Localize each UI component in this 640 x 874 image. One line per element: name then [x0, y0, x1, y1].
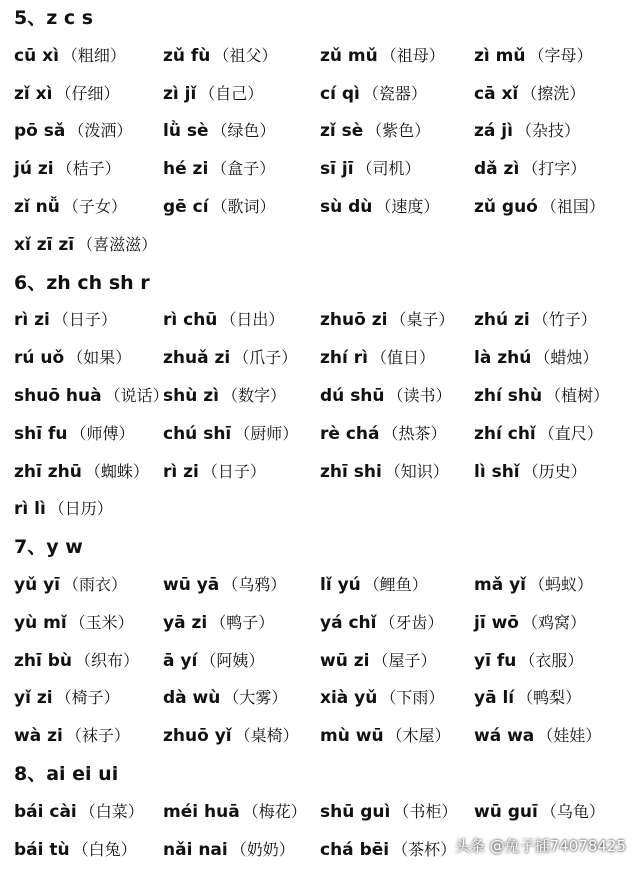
word-item: [163, 305, 284, 335]
word-item: [163, 646, 264, 676]
word-item: [474, 646, 583, 676]
pinyin-text: zǐ nǚ: [14, 197, 60, 217]
word-item: [474, 683, 581, 713]
hanzi-text: （日子）: [201, 461, 266, 481]
hanzi-text: （泼洒）: [68, 121, 133, 141]
section-heading: 6、zh ch sh r: [14, 271, 150, 294]
hanzi-text: （大雾）: [223, 688, 288, 708]
pinyin-text: mù wū: [320, 726, 384, 747]
word-item: [320, 835, 456, 865]
hanzi-text: （奶奶）: [230, 839, 295, 859]
hanzi-text: （历史）: [522, 461, 587, 481]
pinyin-text: là zhú: [474, 348, 532, 369]
hanzi-text: （鸡窝）: [521, 612, 586, 632]
hanzi-text: （日出）: [220, 310, 285, 330]
word-item: [163, 721, 299, 751]
hanzi-text: （数字）: [221, 386, 286, 405]
hanzi-text: （桌子）: [390, 310, 455, 330]
pinyin-text: pō sǎ: [14, 121, 66, 142]
pinyin-text: zì jǐ: [163, 83, 197, 104]
word-item: [320, 154, 421, 184]
word-item: [320, 646, 436, 676]
word-item: [163, 154, 275, 184]
pinyin-text: zì mǔ: [474, 45, 526, 66]
pinyin-text: xià yǔ: [320, 688, 378, 709]
hanzi-text: （字母）: [528, 45, 593, 65]
word-item: [474, 116, 580, 146]
word-item: [14, 646, 139, 676]
section-heading: 7、y w: [14, 536, 83, 559]
pinyin-text: zhí shù: [474, 386, 543, 406]
section-heading: 5、z c s: [14, 7, 94, 29]
pinyin-text: zhuō zi: [320, 310, 388, 331]
hanzi-text: （椅子）: [55, 688, 120, 708]
word-row: [0, 797, 640, 827]
hanzi-text: （打字）: [522, 159, 587, 179]
word-item: [320, 381, 452, 411]
word-item: [320, 419, 447, 449]
pinyin-text: yǔ yī: [14, 575, 61, 595]
word-item: [320, 305, 454, 335]
pinyin-text: yù mǐ: [14, 612, 67, 633]
pinyin-text: jī wō: [474, 612, 519, 633]
pinyin-text: cū xì: [14, 45, 59, 66]
word-row: [0, 343, 640, 373]
pinyin-text: lǜ sè: [163, 121, 209, 142]
word-row: [0, 683, 640, 713]
word-item: [474, 192, 605, 222]
pinyin-text: zhī shi: [320, 461, 382, 482]
word-row: [0, 457, 640, 487]
hanzi-text: （祖国）: [540, 197, 605, 216]
hanzi-text: （鲤鱼）: [363, 575, 428, 594]
pinyin-text: mǎ yǐ: [474, 575, 527, 595]
hanzi-text: （衣服）: [519, 650, 584, 670]
word-item: [474, 305, 597, 335]
word-row: [0, 305, 640, 335]
pinyin-text: yī fu: [474, 650, 517, 671]
word-item: [320, 343, 435, 373]
word-item: [320, 79, 427, 109]
word-item: [14, 116, 132, 146]
word-item: [474, 721, 601, 751]
pinyin-text: cā xǐ: [474, 83, 519, 104]
pinyin-text: wū yā: [163, 575, 220, 595]
hanzi-text: （鸭梨）: [517, 688, 582, 708]
hanzi-text: （桌椅）: [234, 726, 299, 746]
word-item: [163, 343, 297, 373]
word-item: [474, 608, 586, 638]
pinyin-text: dǎ zì: [474, 159, 520, 180]
hanzi-text: （蜘蛛）: [84, 461, 149, 481]
pinyin-text: wū zi: [320, 650, 370, 671]
hanzi-text: （歌词）: [211, 197, 276, 216]
word-item: [163, 683, 287, 713]
hanzi-text: （厨师）: [234, 423, 299, 443]
hanzi-text: （玉米）: [69, 612, 134, 632]
hanzi-text: （自己）: [199, 83, 264, 103]
word-item: [474, 797, 605, 827]
word-item: [14, 154, 121, 184]
pinyin-text: nǎi nai: [163, 839, 228, 860]
hanzi-text: （乌鸦）: [222, 575, 287, 594]
word-item: [320, 608, 444, 638]
pinyin-text: gē cí: [163, 197, 209, 217]
hanzi-text: （子女）: [62, 197, 127, 216]
word-item: [14, 419, 134, 449]
pinyin-text: yǐ zi: [14, 688, 53, 709]
pinyin-text: shī fu: [14, 423, 68, 444]
word-item: [163, 797, 307, 827]
word-item: [474, 79, 585, 109]
pinyin-text: jú zi: [14, 159, 54, 180]
pinyin-text: cí qì: [320, 83, 360, 104]
word-row: [0, 230, 640, 260]
word-row: [0, 154, 640, 184]
pinyin-text: rì zi: [14, 310, 50, 331]
hanzi-text: （植树）: [545, 386, 610, 405]
word-item: [474, 343, 598, 373]
pinyin-text: wá wa: [474, 726, 535, 747]
word-item: [474, 154, 586, 184]
pinyin-text: bái cài: [14, 801, 77, 822]
pinyin-text: yā lí: [474, 688, 515, 709]
word-item: [163, 41, 277, 71]
word-item: [14, 608, 134, 638]
word-row: [0, 494, 640, 524]
word-item: [14, 41, 126, 71]
hanzi-text: （瓷器）: [362, 83, 427, 103]
hanzi-text: （粗细）: [61, 45, 126, 65]
word-item: [14, 797, 144, 827]
section-heading: 8、ai ei ui: [14, 763, 119, 785]
word-item: [14, 835, 137, 865]
hanzi-text: （紫色）: [366, 121, 431, 141]
hanzi-text: （爪子）: [233, 348, 298, 368]
hanzi-text: （直尺）: [538, 423, 603, 443]
pinyin-text: zhī bù: [14, 650, 73, 671]
pinyin-text: rú uǒ: [14, 348, 65, 369]
hanzi-text: （速度）: [375, 197, 440, 216]
word-item: [320, 797, 457, 827]
hanzi-text: （竹子）: [532, 310, 597, 330]
pinyin-text: zhī zhū: [14, 461, 82, 482]
hanzi-text: （桔子）: [56, 159, 121, 179]
hanzi-text: （如果）: [67, 348, 132, 368]
pinyin-text: zá jì: [474, 121, 513, 142]
pinyin-text: yā zi: [163, 612, 208, 633]
word-row: [0, 721, 640, 751]
pinyin-text: zhú zi: [474, 310, 530, 331]
hanzi-text: （绿色）: [211, 121, 276, 141]
pinyin-text: dú shū: [320, 386, 385, 406]
word-item: [14, 457, 149, 487]
hanzi-text: （茶杯）: [392, 839, 457, 859]
pinyin-text: zhí chǐ: [474, 423, 536, 444]
word-row: [0, 79, 640, 109]
pinyin-text: wū guī: [474, 801, 538, 822]
word-row: [0, 41, 640, 71]
word-item: [14, 79, 119, 109]
pinyin-text: wà zi: [14, 726, 63, 747]
word-item: [163, 381, 286, 411]
word-row: [0, 116, 640, 146]
pinyin-text: zhí rì: [320, 348, 368, 369]
hanzi-text: （盒子）: [211, 159, 276, 179]
hanzi-text: （梅花）: [242, 801, 307, 821]
pinyin-text: zǔ mǔ: [320, 45, 378, 66]
pinyin-text: zǔ fù: [163, 45, 211, 66]
word-item: [14, 570, 127, 600]
word-row: [0, 570, 640, 600]
pinyin-text: chá bēi: [320, 839, 390, 860]
pinyin-text: sù dù: [320, 197, 373, 217]
hanzi-text: （司机）: [356, 159, 421, 179]
hanzi-text: （知识）: [384, 461, 449, 481]
pinyin-text: zhuǎ zi: [163, 348, 231, 369]
hanzi-text: （下雨）: [380, 688, 445, 708]
hanzi-text: （袜子）: [65, 726, 130, 746]
word-item: [320, 41, 445, 71]
word-item: [14, 230, 157, 260]
word-item: [14, 343, 131, 373]
pinyin-text: rì zi: [163, 461, 199, 482]
word-item: [474, 457, 587, 487]
hanzi-text: （白菜）: [79, 801, 144, 821]
hanzi-text: （值日）: [370, 348, 435, 368]
word-item: [320, 683, 444, 713]
word-item: [163, 608, 274, 638]
word-row: [0, 608, 640, 638]
word-item: [163, 116, 276, 146]
hanzi-text: （鸭子）: [210, 612, 275, 632]
pinyin-text: méi huā: [163, 801, 240, 822]
word-item: [474, 381, 609, 411]
hanzi-text: （蜡烛）: [534, 348, 599, 368]
hanzi-text: （祖母）: [380, 45, 445, 65]
pinyin-text: zhuō yǐ: [163, 726, 232, 747]
watermark: 头条 @免子插74078425: [454, 837, 626, 855]
word-item: [14, 192, 127, 222]
pinyin-text: rì lì: [14, 499, 46, 520]
pinyin-text: hé zi: [163, 159, 209, 180]
hanzi-text: （仔细）: [55, 83, 120, 103]
hanzi-text: （阿姨）: [200, 650, 265, 670]
hanzi-text: （乌龟）: [540, 801, 605, 821]
word-item: [320, 116, 430, 146]
word-item: [14, 381, 169, 411]
pinyin-text: bái tù: [14, 839, 70, 860]
word-row: [0, 381, 640, 411]
hanzi-text: （读书）: [387, 386, 452, 405]
word-item: [14, 494, 113, 524]
word-item: [320, 721, 451, 751]
word-row: [0, 646, 640, 676]
hanzi-text: （日子）: [52, 310, 117, 330]
pinyin-text: rì chū: [163, 310, 218, 331]
hanzi-text: （木屋）: [386, 726, 451, 746]
pinyin-text: dà wù: [163, 688, 221, 709]
pinyin-text: lì shǐ: [474, 461, 520, 482]
hanzi-text: （喜滋滋）: [77, 234, 158, 254]
word-item: [163, 835, 295, 865]
word-item: [163, 192, 276, 222]
pinyin-text: zǐ sè: [320, 121, 364, 142]
pinyin-text: lǐ yú: [320, 575, 361, 595]
hanzi-text: （屋子）: [372, 650, 437, 670]
word-item: [163, 419, 298, 449]
hanzi-text: （书柜）: [393, 801, 458, 821]
pinyin-text: xǐ zī zī: [14, 234, 75, 255]
hanzi-text: （擦洗）: [521, 83, 586, 103]
hanzi-text: （说话）: [104, 386, 169, 405]
word-item: [163, 570, 286, 600]
pinyin-text: chú shī: [163, 423, 232, 444]
word-row: [0, 419, 640, 449]
word-row: [0, 192, 640, 222]
word-item: [14, 305, 117, 335]
word-item: [163, 457, 266, 487]
hanzi-text: （杂技）: [515, 121, 580, 141]
hanzi-text: （牙齿）: [379, 612, 444, 632]
pinyin-text: rè chá: [320, 423, 380, 444]
pinyin-text: zǔ guó: [474, 197, 538, 217]
pinyin-text: yá chǐ: [320, 612, 377, 633]
hanzi-text: （日历）: [48, 499, 113, 519]
word-item: [14, 683, 120, 713]
hanzi-text: （白兔）: [72, 839, 137, 859]
hanzi-text: （热茶）: [382, 423, 447, 443]
pinyin-text: shù zì: [163, 386, 219, 406]
hanzi-text: （织布）: [75, 650, 140, 670]
word-item: [14, 721, 130, 751]
word-item: [474, 570, 593, 600]
hanzi-text: （蚂蚁）: [529, 575, 594, 594]
hanzi-text: （娃娃）: [537, 726, 602, 746]
hanzi-text: （师傅）: [70, 423, 135, 443]
word-item: [163, 79, 263, 109]
word-item: [320, 192, 439, 222]
word-item: [474, 41, 592, 71]
pinyin-text: shuō huà: [14, 386, 102, 406]
word-item: [320, 457, 449, 487]
pinyin-text: sī jī: [320, 159, 354, 180]
pinyin-text: ā yí: [163, 650, 198, 671]
hanzi-text: （祖父）: [213, 45, 278, 65]
pinyin-text: zǐ xì: [14, 83, 53, 104]
hanzi-text: （雨衣）: [63, 575, 128, 594]
pinyin-text: shū guì: [320, 801, 391, 822]
word-item: [474, 419, 603, 449]
word-item: [320, 570, 428, 600]
